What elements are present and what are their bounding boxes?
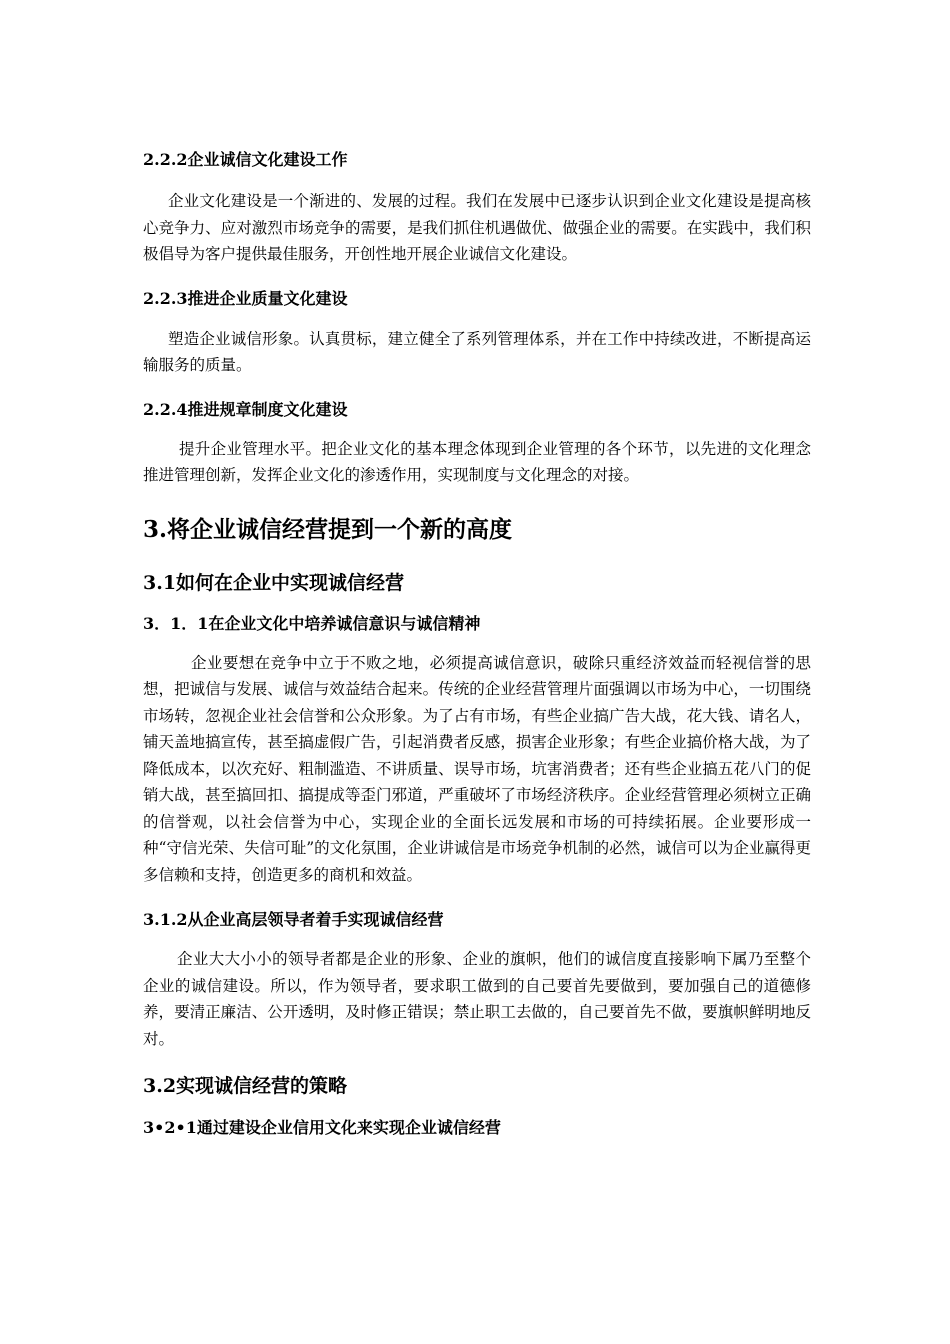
- paragraph-2-2-2: 企业文化建设是一个渐进的、发展的过程。我们在发展中已逐步认识到企业文化建设是提高核心竞争力、应对激烈市场竞争的需要，是我们抓住机遇做优、做强企业的需要。在实践中，我们积极倡导为客户提供最佳服务，开创性地开展企业诚信文化建设。: [143, 192, 811, 263]
- heading-3-1-1: 3．1．1在企业文化中培养诚信意识与诚信精神: [143, 613, 481, 633]
- paragraph-2-2-3: 塑造企业诚信形象。认真贯标，建立健全了系列管理体系，并在工作中持续改进，不断提高运输服务的质量。: [143, 329, 811, 374]
- heading-3-1-2: 3.1.2从企业高层领导者着手实现诚信经营: [143, 910, 444, 929]
- heading-2-2-4: 2.2.4推进规章制度文化建设: [143, 399, 348, 419]
- heading-2-2-3: 2.2.3推进企业质量文化建设: [143, 288, 348, 308]
- heading-3-2: 3.2实现诚信经营的策略: [143, 1075, 348, 1097]
- document-page: [143, 148, 811, 1140]
- heading-3-1: 3.1如何在企业中实现诚信经营: [143, 571, 405, 594]
- heading-3: 3.将企业诚信经营提到一个新的高度: [143, 515, 513, 543]
- heading-3-2-1: 3•2•1通过建设企业信用文化来实现企业诚信经营: [143, 1118, 501, 1137]
- paragraph-3-1-2: 企业大大小小的领导者都是企业的形象、企业的旗帜，他们的诚信度直接影响下属乃至整个企业的诚信建设。所以，作为领导者，要求职工做到的自己要首先要做到，要加强自己的道德修养，要清正廉洁、公开透明，及时修正错误；禁止职工去做的，自己要首先不做，要旗帜鲜明地反对。: [143, 950, 811, 1048]
- paragraph-2-2-4: 提升企业管理水平。把企业文化的基本理念体现到企业管理的各个环节，以先进的文化理念推进管理创新，发挥企业文化的渗透作用，实现制度与文化理念的对接。: [143, 439, 811, 484]
- paragraph-3-1-1: 企业要想在竞争中立于不败之地，必须提高诚信意识，破除只重经济效益而轻视信誉的思想，把诚信与发展、诚信与效益结合起来。传统的企业经营管理片面强调以市场为中心，一切围绕市场转，忽视企业社会信誉和公众形象。为了占有市场，有些企业搞广告大战，花大钱、请名人，铺天盖地搞宣传，甚至搞虚假广告，引起消费者反感，损害企业形象；有些企业搞价格大战，为了降低成本，以次充好、粗制滥造、不讲质量、误导市场，坑害消费者；还有些企业搞五花八门的促销大战，甚至搞回扣、搞提成等歪门邪道，严重破坏了市场经济秩序。企业经营管理必须树立正确的信誉观，以社会信誉为中心，实现企业的全面长远发展和市场的可持续拓展。企业要形成一种“守信光荣、失信可耻”的文化氛围，企业讲诚信是市场竞争机制的必然，诚信可以为企业赢得更多信赖和支持，创造更多的商机和效益。: [143, 653, 811, 884]
- heading-2-2-2: 2.2.2企业诚信文化建设工作: [143, 150, 348, 169]
